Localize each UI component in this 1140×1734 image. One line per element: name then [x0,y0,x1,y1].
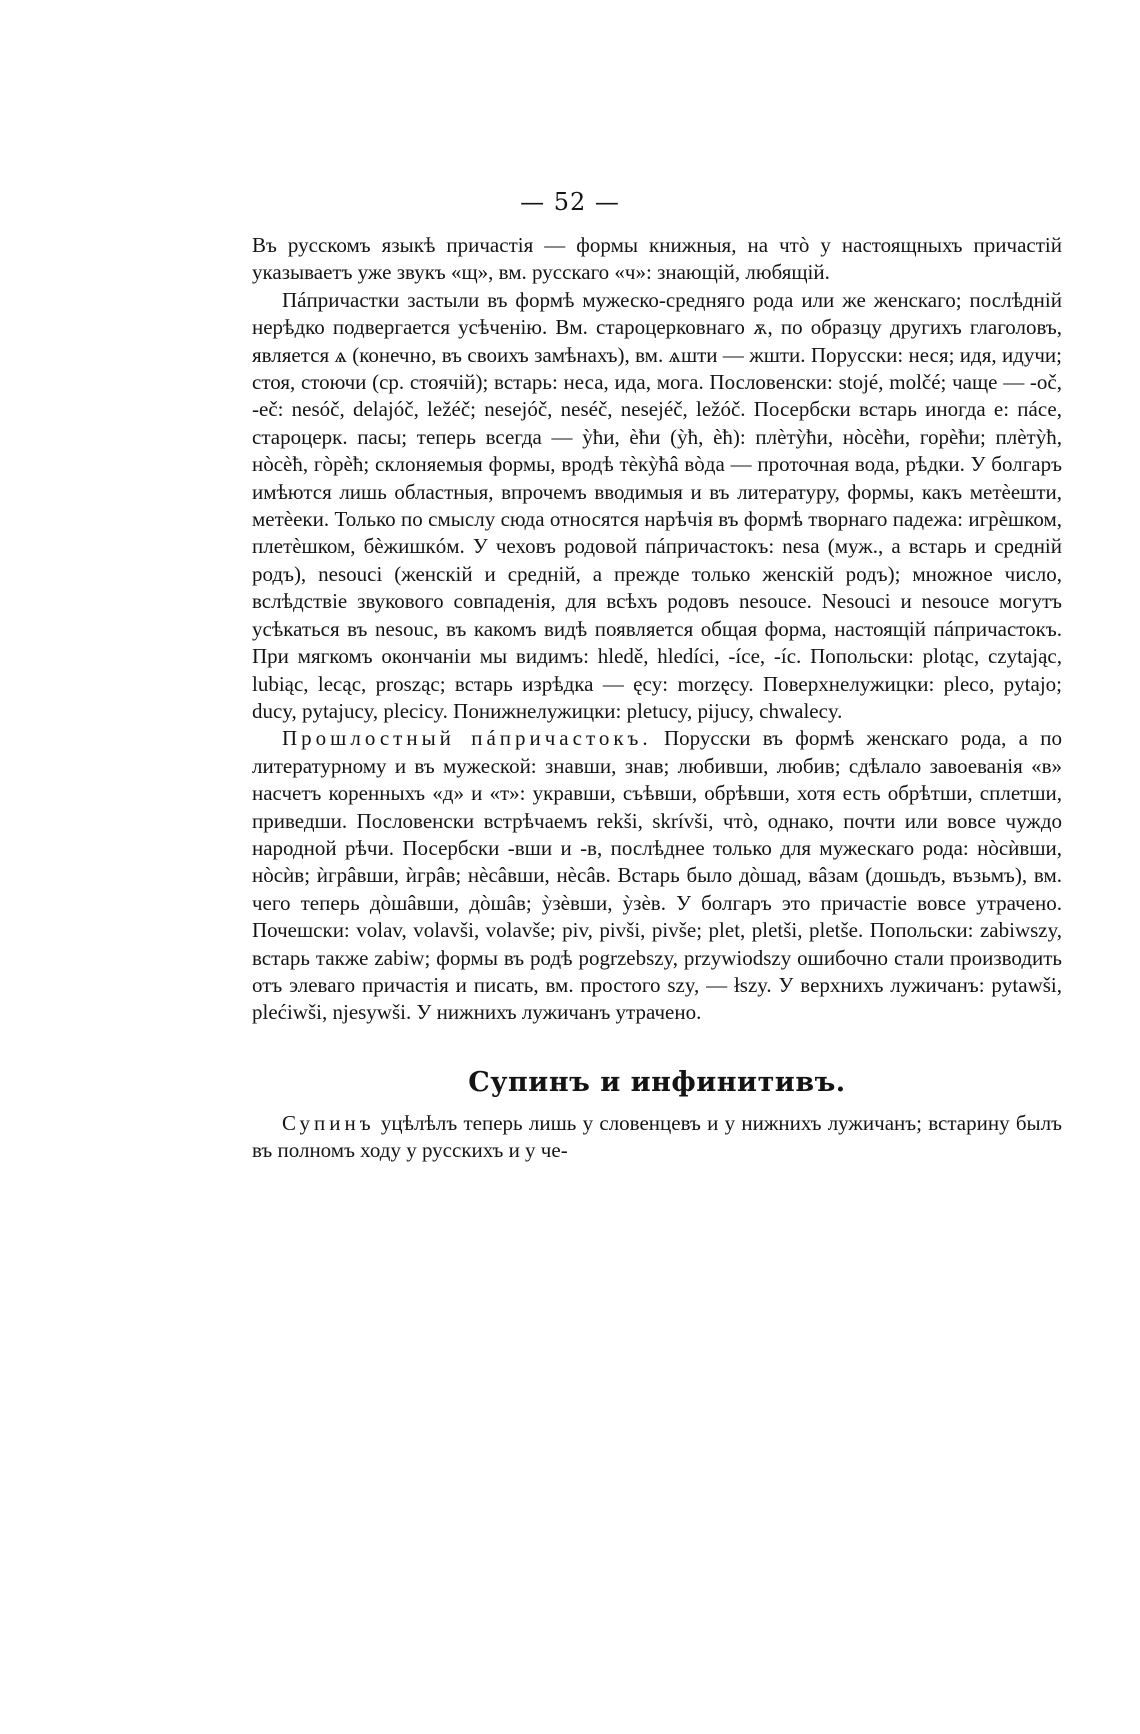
body-text [252,232,1062,1165]
paragraph-supine [252,1110,1062,1165]
section-heading: Супинъ и инфинитивъ. [468,1066,846,1098]
paragraph-body: уцѣлѣлъ теперь лишь у словенцевъ и у нижнихъ лужичанъ; встарину былъ въ полномъ ходу у русскихъ и у че- [252,1110,1062,1163]
paragraph-lead-term: Прошлостный пáпричастокъ. [282,726,652,751]
paragraph-body: Порусски въ формѣ женскаго рода, а по литературному и въ мужеской: знавши, знав; любивши, любив; сдѣлало завоеванія «в» насчетъ коренныхъ «д» и «т»: укравши, съѣвши, обрѣвши, хотя есть обрѣтши, сплетши, приведши. Пословенски встрѣчаемъ rekši, skrívši, чтò, однако, почти или вовсе чуждо народной рѣчи. Посербски -вши и -в, послѣднее только для мужескаго рода: нòсѝвши, нòсѝв; ѝгрâвши, ѝгрâв; нѐсâвши, нѐсâв. Встарь было дòшад, вâзам (дошьдъ, възьмъ), вм. чего теперь дòшâвши, дòшâв; ỳзѐвши, ỳзѐв. У болгаръ это причастіе вовсе утрачено. Почешски: volav, volavši, volavše; piv, pivši, pivše; plet, pletši, pletše. Попольски: zabiwszy, встарь также zabiw; формы въ родѣ pogrzebszy, przywiodszy ошибочно стали производить отъ элеваго причастія и писать, вм. простого szy, — łszy. У верхнихъ лужичанъ: pytawši, plećiwši, njesywši. У нижнихъ лужичанъ утрачено. [252,726,1063,1025]
paragraph-past-participle [252,725,1062,1026]
paragraph-lead-term: Супинъ [282,1110,375,1135]
paragraph-participles-intro: Въ русскомъ языкѣ причастія — формы книжныя, на чтò у настоящныхъ причастій указываетъ уже звукъ «щ», вм. русскаго «ч»: знающій, любящій. [252,233,1062,285]
page-number: — 52 — [520,188,620,216]
paragraph-present-participle: Пáпричастки застыли въ формѣ мужеско-средняго рода или же женскаго; послѣдній нерѣдко подвергается усѣченію. Вм. староцерковнаго ѫ, по образцу другихъ глаголовъ, является ѧ (конечно, въ своихъ замѣнахъ), вм. ѧшти — жшти. Порусски: неся; идя, идучи; стоя, стоючи (ср. стоячій); встарь: неса, ида, мога. Пословенски: stojé, molčé; чаще — -oč, -eč: nesóč, delajóč, ležéč; nesejóč, neséč, nesejéč, ležóč. Посербски встарь иногда е: пáсе, староцерк. пасы; теперь всегда — ỳћи, ѐћи (ỳћ, ѐћ): плѐтỳћи, нòсѐћи, горѐћи; плѐтỳћ, нòсѐћ, гòрѐћ; склоняемыя формы, вродѣ тѐкỳћâ вòда — проточная вода, рѣдки. У болгаръ имѣются лишь областныя, впрочемъ вводимыя и въ литературу, формы, какъ метѐешти, метѐеки. Только по смыслу сюда относятся нарѣчія въ формѣ творнаго падежа: игрѐшком, плетѐшком, бѐжишкóм. У чеховъ родовой пáпричастокъ: nesa (муж., а встарь и средній родъ), nesouci (женскій и средній, а прежде только женскій родъ); множное число, вслѣдствіе звукового совпаденія, для всѣхъ родовъ nesouce. Nesouci и nesouce могутъ усѣкаться въ nesouc, въ какомъ видѣ появляется общая форма, настоящій пáпричастокъ. При мягкомъ окончаніи мы видимъ: hledě, hledíci, -íce, -íc. Попольски: plotąc, czytając, lubiąc, lecąc, prosząc; встарь изрѣдка — ęcy: morzęcy. Поверхнелужицки: pleco, pytajo; ducy, pytajucy, plecicy. Понижнелужицки: pletucy, pijucy, chwalecy. [252,287,1062,723]
